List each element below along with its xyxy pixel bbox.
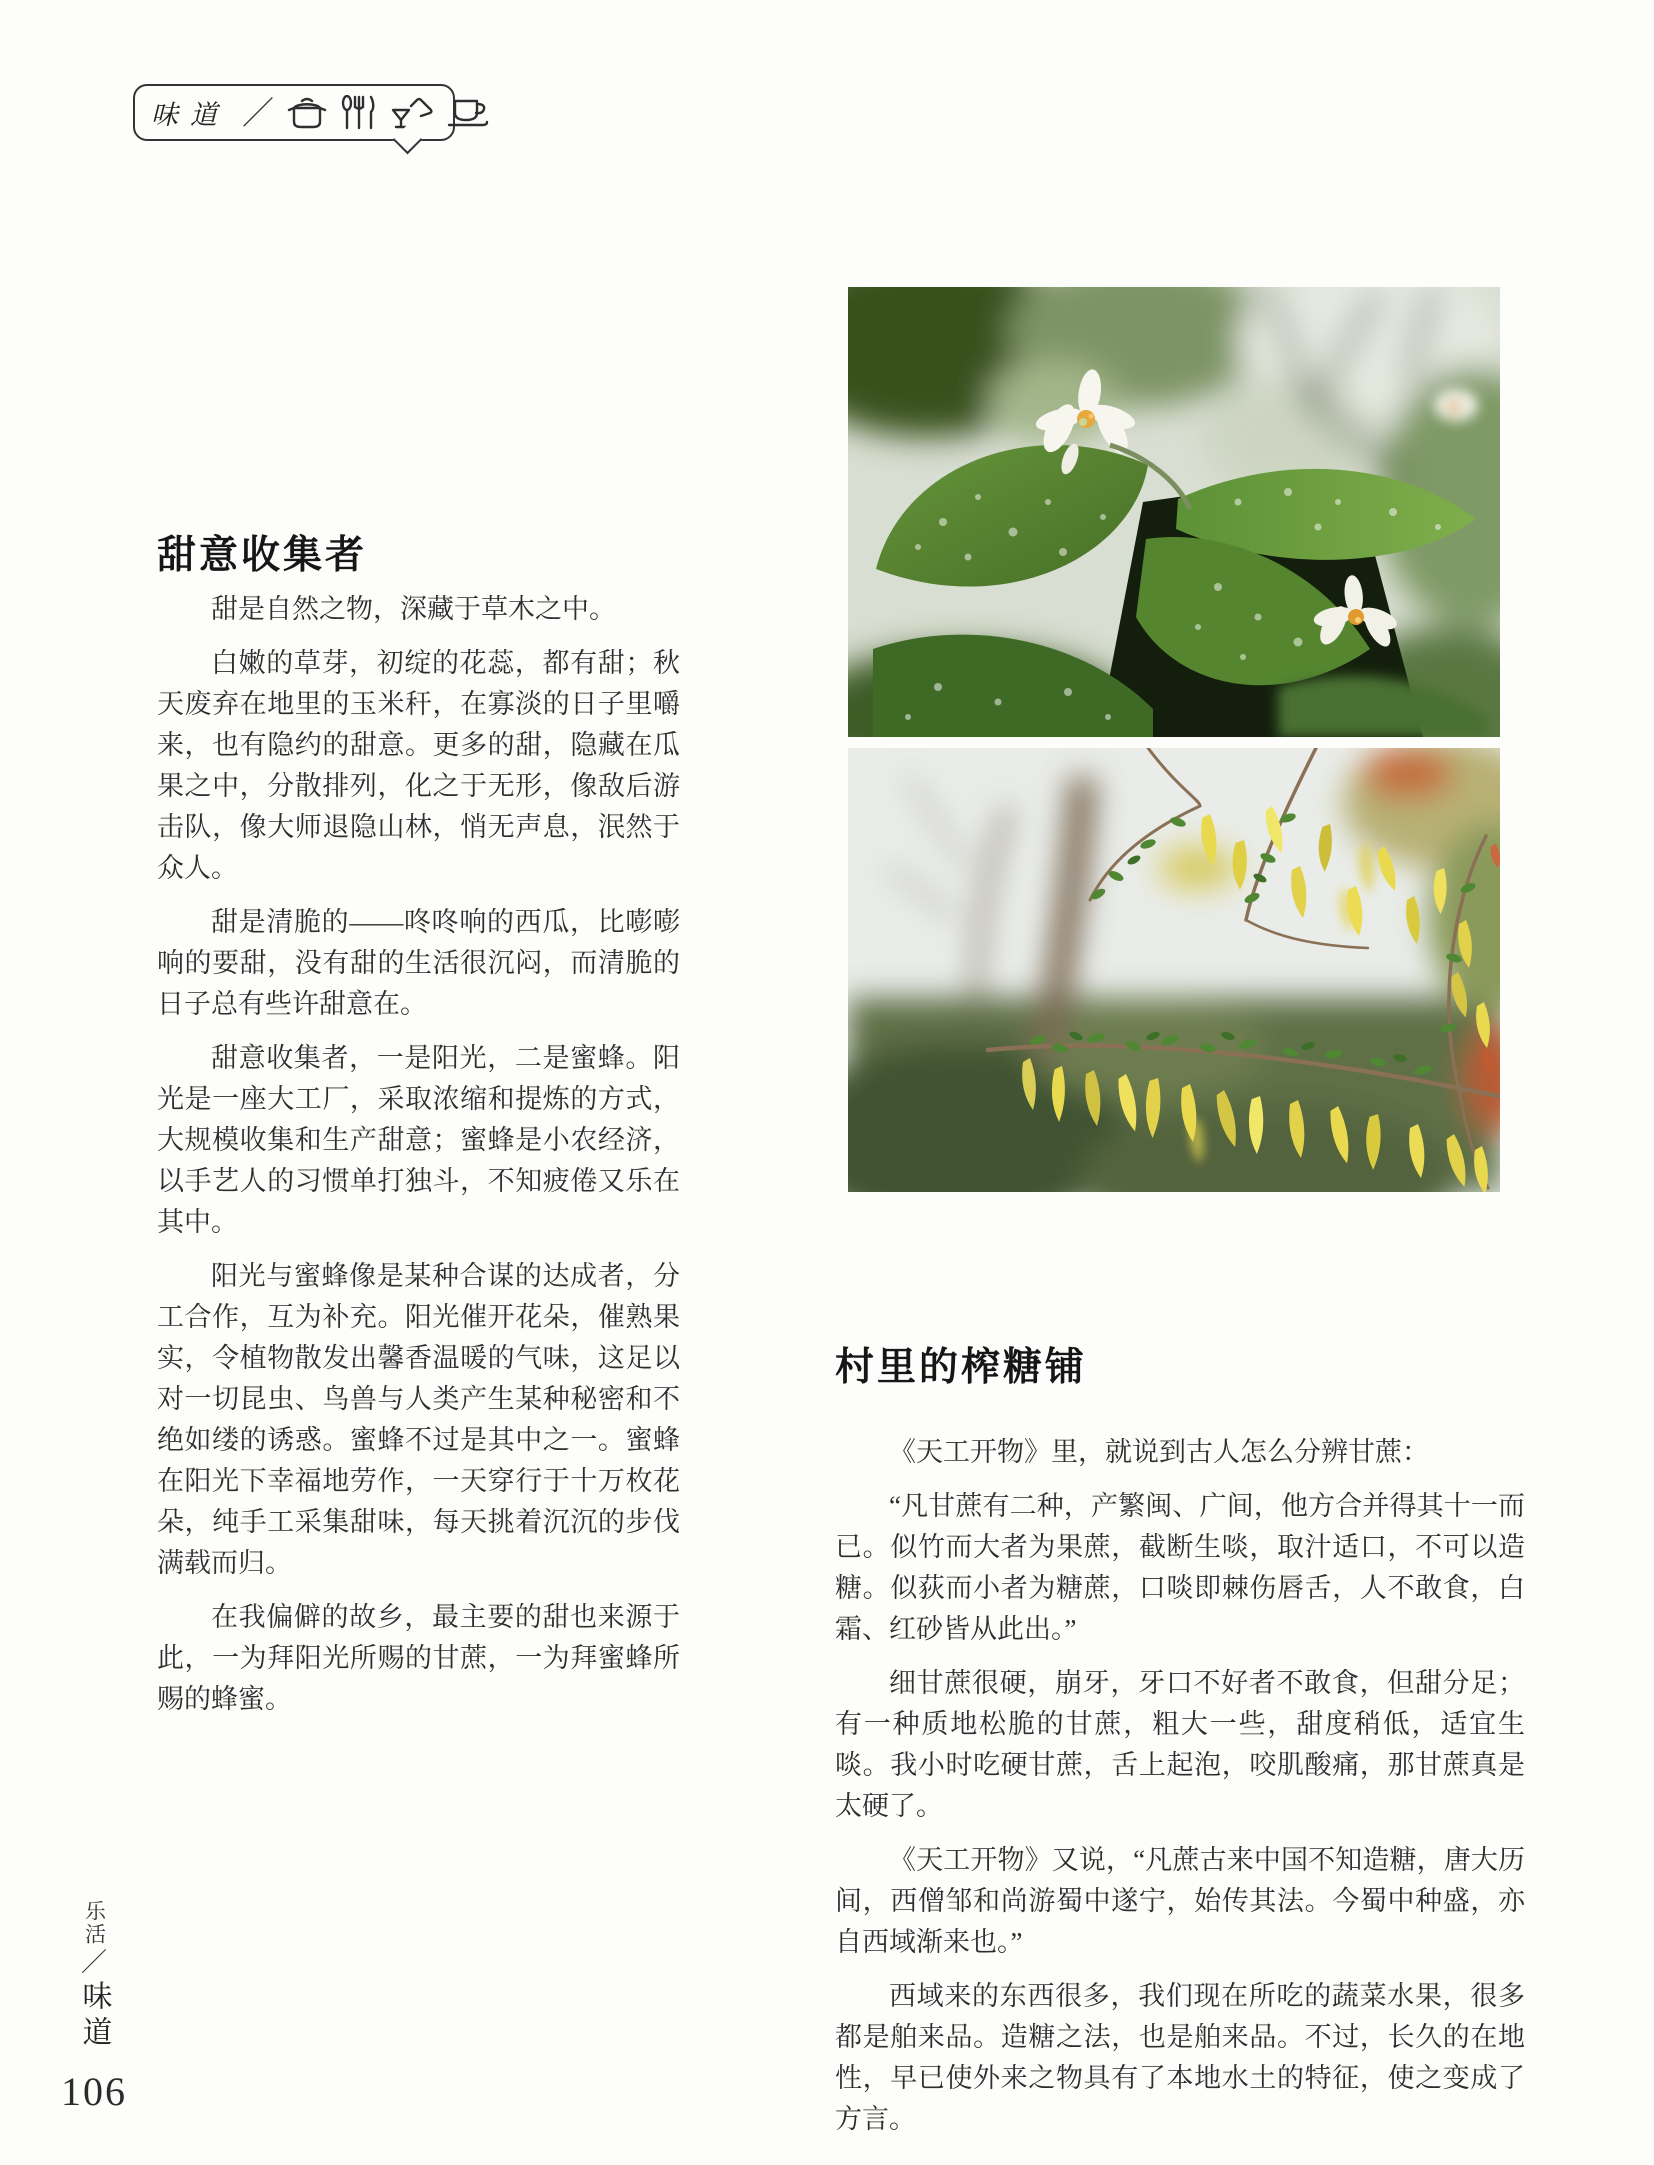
section-badge-label: 味道 <box>151 100 229 130</box>
article-body-left <box>157 589 680 1733</box>
coffee-cup-icon <box>447 95 489 131</box>
footer-category-large: 味道 <box>77 1980 111 2052</box>
paragraph: 甜意收集者，一是阳光，二是蜜蜂。阳光是一座大工厂，采取浓缩和提炼的方式，大规模收集和生产甜意；蜜蜂是小农经济，以手艺人的习惯单打独斗，不知疲倦又乐在其中。 <box>157 1043 680 1237</box>
section-badge-separator: ／ <box>242 94 275 131</box>
paragraph: “凡甘蔗有二种，产繁闽、广间，他方合并得其十一而已。似竹而大者为果蔗，截断生啖，取汁适口，不可以造糖。似荻而小者为糖蔗，口啖即棘伤唇舌，人不敢食，白霜、红砂皆从此出。” <box>835 1491 1525 1644</box>
article-title-sweet-collectors: 甜意收集者 <box>157 534 368 578</box>
article-title-sugar-press: 村里的榨糖铺 <box>835 1346 1088 1390</box>
paragraph: 在我偏僻的故乡，最主要的甜也来源于此，一为拜阳光所赐的甘蔗，一为拜蜜蜂所赐的蜂蜜。 <box>157 1602 680 1714</box>
cutlery-icon <box>341 95 377 131</box>
footer-category-small: 乐活 <box>82 1900 107 1946</box>
paragraph: 细甘蔗很硬，崩牙，牙口不好者不敢食，但甜分足；有一种质地松脆的甘蔗，粗大一些，甜度稍低，适宜生啖。我小时吃硬甘蔗，舌上起泡，咬肌酸痛，那甘蔗真是太硬了。 <box>835 1668 1525 1821</box>
wine-glass-bottle-icon <box>391 96 433 130</box>
article-body-right <box>835 1432 1525 2153</box>
paragraph: 白嫩的草芽，初绽的花蕊，都有甜；秋天废弃在地里的玉米秆，在寡淡的日子里嚼来，也有隐约的甜意。更多的甜，隐藏在瓜果之中，分散排列，化之于无形，像敌后游击队，像大师退隐山林，悄无声息，泯然于众人。 <box>157 648 680 883</box>
section-badge <box>133 84 455 141</box>
paragraph: 阳光与蜜蜂像是某种合谋的达成者，分工合作，互为补充。阳光催开花朵，催熟果实，令植物散发出馨香温暖的气味，这足以对一切昆虫、鸟兽与人类产生某种秘密和不绝如缕的诱惑。蜜蜂不过是其中之一。蜜蜂在阳光下幸福地劳作，一天穿行于十万枚花朵，纯手工采集甜味，每天挑着沉沉的步伐满载而归。 <box>157 1261 680 1578</box>
page-number: 106 <box>61 2069 127 2114</box>
paragraph: 《天工开物》里，就说到古人怎么分辨甘蔗： <box>889 1437 1429 1467</box>
yellow-flowers-photo <box>848 748 1500 1192</box>
paragraph: 《天工开物》又说，“凡蔗古来中国不知造糖，唐大历间，西僧邹和尚游蜀中遂宁，始传其法。今蜀中种盛，亦自西域渐来也。” <box>835 1845 1525 1957</box>
footer-slash: ／ <box>80 1948 107 1977</box>
paragraph: 甜是自然之物，深藏于草木之中。 <box>211 594 616 624</box>
cooking-pot-icon <box>287 96 327 130</box>
page-footer <box>56 1900 132 2115</box>
paragraph: 西域来的东西很多，我们现在所吃的蔬菜水果，很多都是舶来品。造糖之法，也是舶来品。不过，长久的在地性，早已使外来之物具有了本地水土的特征，使之变成了方言。 <box>835 1981 1525 2134</box>
citrus-blossoms-photo <box>848 287 1500 737</box>
section-badge-icons <box>287 95 489 131</box>
paragraph: 甜是清脆的——咚咚响的西瓜，比嘭嘭响的要甜，没有甜的生活很沉闷，而清脆的日子总有些许甜意在。 <box>157 907 680 1019</box>
